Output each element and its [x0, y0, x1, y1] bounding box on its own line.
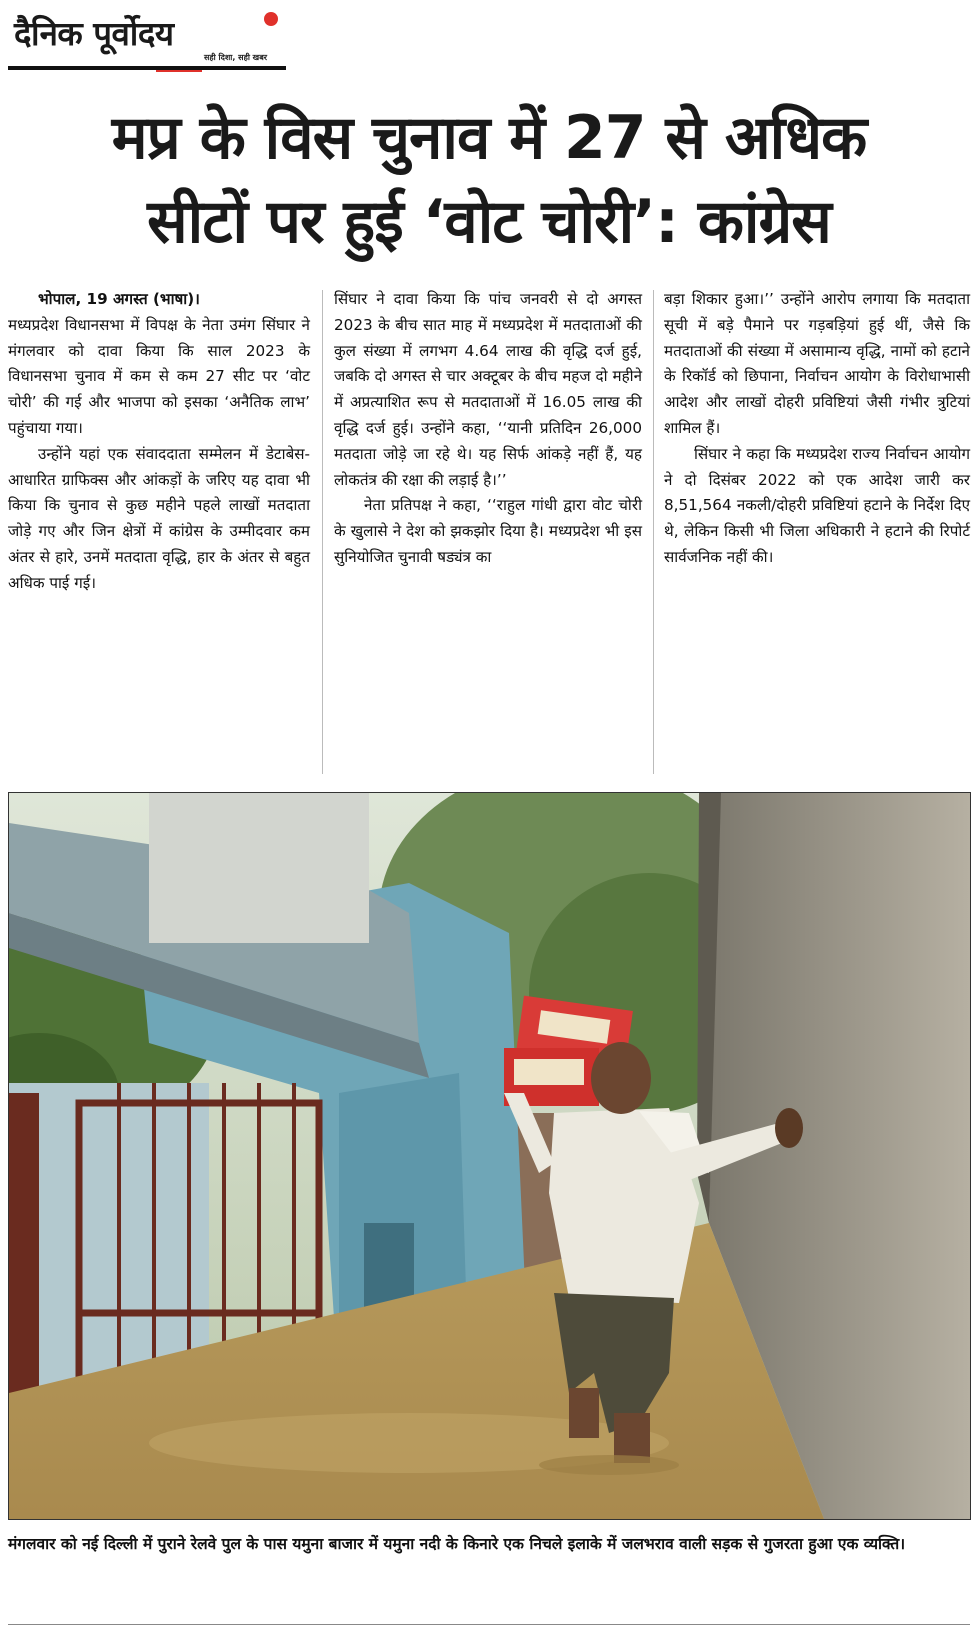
- flood-scene-illustration: [9, 793, 970, 1519]
- masthead-accent: [156, 70, 202, 72]
- article-column-1: [8, 287, 310, 597]
- dateline: भोपाल, 19 अगस्त (भाषा)।: [38, 290, 200, 308]
- headline: [14, 96, 964, 264]
- masthead-rule: [8, 66, 286, 70]
- masthead-logo: [8, 4, 298, 72]
- paragraph: बड़ा शिकार हुआ।’’ उन्होंने आरोप लगाया कि मतदाता सूची में बड़े पैमाने पर गड़बड़ियां हुई थीं, जैसे कि मतदाताओं की संख्या में असामान्य वृद्धि, नामों को हटाने के रिकॉर्ड को छिपाना, निर्वाचन आयोग के विरोधाभासी आदेश और लाखों दोहरी प्रविष्टियां जैसी गंभीर त्रुटियां शामिल हैं।: [664, 290, 970, 437]
- paragraph: सिंघार ने दावा किया कि पांच जनवरी से दो अगस्त 2023 के बीच सात माह में मध्यप्रदेश में मतदाताओं की कुल संख्या में लगभग 4.64 लाख की वृद्धि दर्ज हुई, जबकि दो अगस्त से चार अक्टूबर के बीच महज दो महीने में अप्रत्याशित रूप से मतदाताओं में 16.05 लाख की वृद्धि दर्ज हुई। उन्होंने कहा, ‘‘यानी प्रतिदिन 26,000 मतदाता जोड़े जा रहे थे। यह सिर्फ आंकड़े नहीं हैं, यह लोकतंत्र की रक्षा की लड़ाई है।’’: [334, 290, 642, 489]
- paragraph: मध्यप्रदेश विधानसभा में विपक्ष के नेता उमंग सिंघार ने मंगलवार को दावा किया कि साल 2023 के विधानसभा चुनाव में कम से कम 27 सीट पर ‘वोट चोरी’ की गई और भाजपा को इसका ‘अनैतिक लाभ’ पहुंचाया गया।: [8, 315, 310, 437]
- newspaper-tagline: सही दिशा, सही खबर: [204, 53, 268, 62]
- photo-caption: मंगलवार को नई दिल्ली में पुराने रेलवे पुल के पास यमुना बाजार में यमुना नदी के किनारे एक निचले इलाके में जलभराव वाली सड़क से गुजरता हुआ एक व्यक्ति।: [8, 1535, 906, 1553]
- headline-line-2: सीटों पर हुई ‘वोट चोरी’: कांग्रेस: [147, 187, 831, 257]
- bottom-rule: [8, 1624, 970, 1625]
- paragraph: नेता प्रतिपक्ष ने कहा, ‘‘राहुल गांधी द्वारा वोट चोरी के खुलासे ने देश को झकझोर दिया है। मध्यप्रदेश भी इस सुनियोजित चुनावी षड्यंत्र का: [334, 496, 642, 566]
- article-column-2: [334, 287, 642, 571]
- paragraph: उन्होंने यहां एक संवाददाता सम्मेलन में डेटाबेस-आधारित ग्राफिक्स और आंकड़ों के जरिए यह दावा भी किया कि चुनाव से कुछ महीने पहले लाखों मतदाता जोड़े गए और जिन क्षेत्रों में कांग्रेस के उम्मीदवार कम अंतर से हारे, उनमें मतदाता वृद्धि, हार के अंतर से बहुत अधिक पाई गई।: [8, 444, 310, 592]
- column-divider: [322, 290, 323, 774]
- paragraph: सिंघार ने कहा कि मध्यप्रदेश राज्य निर्वाचन आयोग ने दो दिसंबर 2022 को एक आदेश जारी कर 8,51,564 नकली/दोहरी प्रविष्टियां हटाने के निर्देश दिए थे, लेकिन किसी भी जिला अधिकारी ने हटाने की रिपोर्ट सार्वजनिक नहीं की।: [664, 444, 970, 566]
- article-column-3: [664, 287, 970, 571]
- logo-sun-icon: [264, 12, 278, 26]
- news-photo: [8, 792, 971, 1520]
- newspaper-name: दैनिक पूर्वोदय: [14, 14, 174, 53]
- headline-line-1: मप्र के विस चुनाव में 27 से अधिक: [111, 103, 867, 173]
- column-divider: [653, 290, 654, 774]
